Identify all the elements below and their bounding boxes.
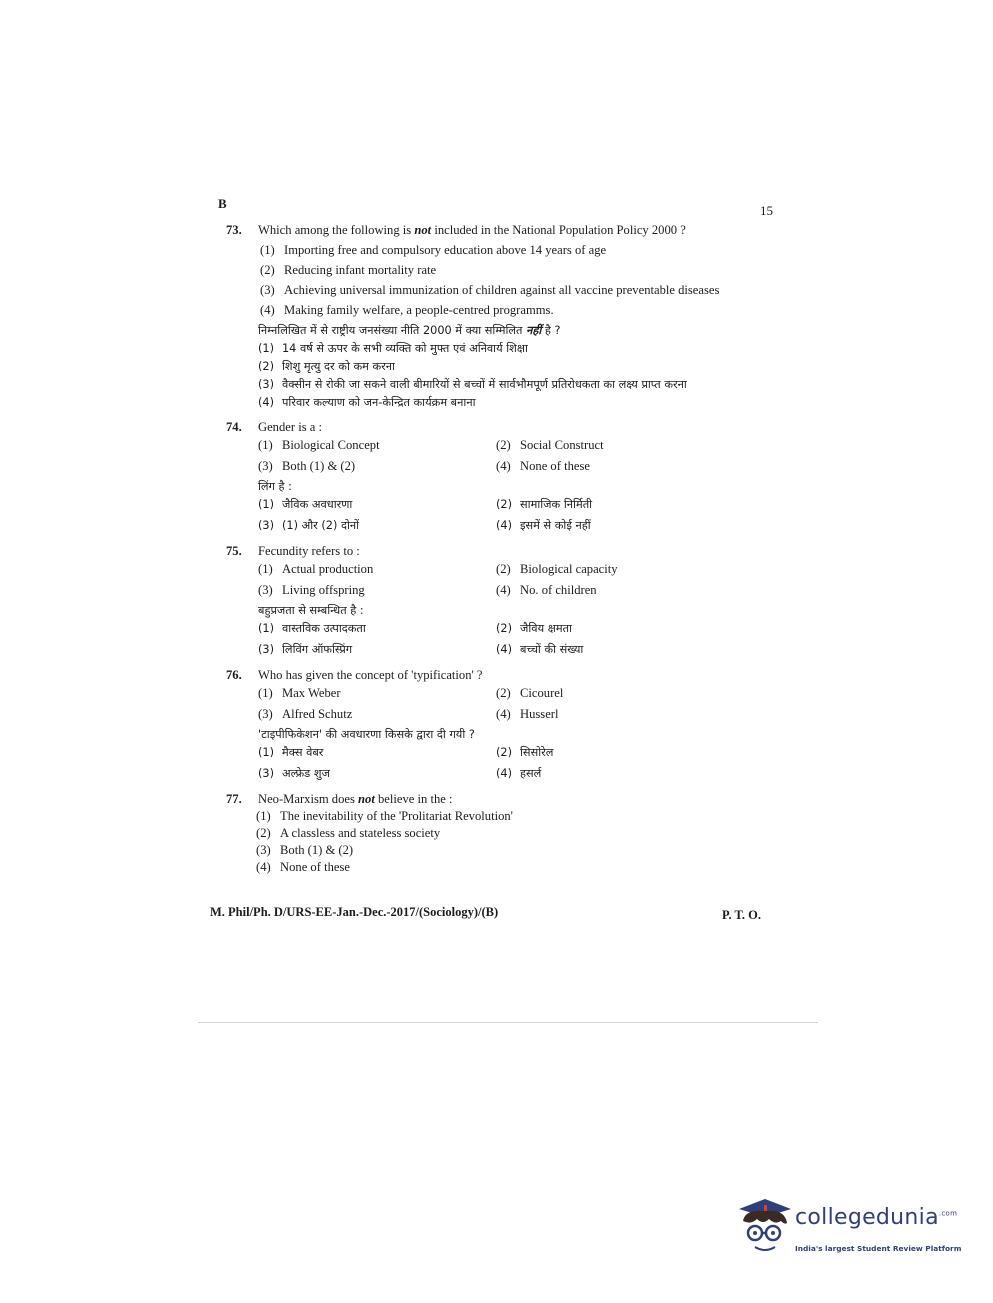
hindi-option: (2) सिसोरेल bbox=[496, 746, 554, 759]
collegedunia-watermark bbox=[735, 1195, 965, 1265]
question-text: Gender is a : bbox=[258, 420, 322, 434]
option: (4) Husserl bbox=[496, 707, 559, 721]
option: (2) Social Construct bbox=[496, 438, 604, 452]
set-label: B bbox=[218, 196, 227, 211]
question-73 bbox=[226, 222, 776, 411]
hindi-option: (4) हसर्ल bbox=[496, 767, 542, 780]
question-text: Fecundity refers to : bbox=[258, 544, 360, 558]
option: (4) Making family welfare, a people-centred programms. bbox=[260, 303, 554, 317]
hindi-option: (1) जैविक अवधारणा bbox=[258, 498, 353, 511]
question-number: 77. bbox=[226, 792, 242, 806]
hindi-option: (1) मैक्स वेबर bbox=[258, 746, 324, 759]
option: (1) The inevitability of the 'Prolitariat Revolution' bbox=[256, 809, 513, 823]
option: (4) None of these bbox=[256, 860, 350, 874]
hindi-option: (2) सामाजिक निर्मिती bbox=[496, 498, 593, 511]
hindi-question-text: 'टाइपीफिकेशन' की अवधारणा किसके द्वारा दी गयी ? bbox=[258, 728, 475, 741]
hindi-option: (4) बच्चों की संख्या bbox=[496, 643, 584, 656]
option: (1) Actual production bbox=[258, 562, 374, 576]
page-number: 15 bbox=[760, 203, 773, 218]
brand-tagline: India's largest Student Review Platform bbox=[795, 1244, 962, 1253]
option: (2) Reducing infant mortality rate bbox=[260, 263, 437, 277]
student-mascot-icon bbox=[735, 1195, 795, 1257]
option: (1) Max Weber bbox=[258, 686, 341, 700]
hindi-option: (3) वैक्सीन से रोकी जा सकने वाली बीमारियों से बच्चों में सार्वभौमपूर्ण प्रतिरोधकता का लक्ष्य प्राप्त करना bbox=[258, 378, 687, 391]
option: (3) Both (1) & (2) bbox=[256, 843, 354, 857]
option: (4) No. of children bbox=[496, 583, 597, 597]
option: (3) Both (1) & (2) bbox=[258, 459, 356, 473]
hindi-option: (2) जैविय क्षमता bbox=[496, 622, 572, 635]
page-divider bbox=[198, 1022, 818, 1023]
hindi-option: (4) परिवार कल्याण को जन-केन्द्रित कार्यक्रम बनाना bbox=[258, 396, 476, 409]
option: (1) Importing free and compulsory education above 14 years of age bbox=[260, 243, 607, 257]
hindi-option: (4) इसमें से कोई नहीं bbox=[496, 519, 591, 532]
hindi-option: (3) अल्फ्रेड शुज bbox=[258, 767, 330, 780]
question-number: 76. bbox=[226, 668, 242, 682]
questions bbox=[226, 222, 776, 884]
question-text: Which among the following is not included in the National Population Policy 2000 ? bbox=[258, 223, 686, 237]
hindi-option: (2) शिशु मृत्यु दर को कम करना bbox=[258, 360, 395, 373]
question-77 bbox=[226, 791, 776, 876]
question-text: Neo-Marxism does not believe in the : bbox=[258, 792, 453, 806]
option: (3) Alfred Schutz bbox=[258, 707, 353, 721]
question-number: 75. bbox=[226, 544, 242, 558]
brand-name: collegedunia$^{.com}$ bbox=[795, 1205, 958, 1230]
option: (3) Living offspring bbox=[258, 583, 365, 597]
option: (2) Cicourel bbox=[496, 686, 564, 700]
option: (3) Achieving universal immunization of children against all vaccine preventable diseases bbox=[260, 283, 720, 297]
hindi-option: (3) (1) और (2) दोनों bbox=[258, 519, 360, 532]
option: (2) Biological capacity bbox=[496, 562, 618, 576]
hindi-option: (1) वास्तविक उत्पादकता bbox=[258, 622, 366, 635]
question-76 bbox=[226, 667, 776, 783]
question-number: 74. bbox=[226, 420, 242, 434]
option: (1) Biological Concept bbox=[258, 438, 380, 452]
option: (4) None of these bbox=[496, 459, 590, 473]
pto-label: P. T. O. bbox=[722, 908, 762, 922]
question-text: Who has given the concept of 'typification' ? bbox=[258, 668, 483, 682]
hindi-translation bbox=[258, 323, 776, 411]
question-number: 73. bbox=[226, 223, 242, 237]
option: (2) A classless and stateless society bbox=[256, 826, 441, 840]
question-75 bbox=[226, 543, 776, 659]
hindi-question-text: निम्नलिखित में से राष्ट्रीय जनसंख्या नीति 2000 में क्या सम्मिलित नहीं है ? bbox=[258, 324, 561, 337]
hindi-question-text: लिंग है : bbox=[258, 480, 292, 493]
hindi-question-text: बहुप्रजता से सम्बन्धित है : bbox=[258, 604, 364, 617]
hindi-option: (3) लिविंग ऑफस्प्रिंग bbox=[258, 643, 353, 656]
hindi-option: (1) 14 वर्ष से ऊपर के सभी व्यक्ति को मुफ्त एवं अनिवार्य शिक्षा bbox=[258, 342, 528, 355]
paper-code: M. Phil/Ph. D/URS-EE-Jan.-Dec.-2017/(Sociology)/(B) bbox=[210, 905, 499, 919]
question-74 bbox=[226, 419, 776, 535]
